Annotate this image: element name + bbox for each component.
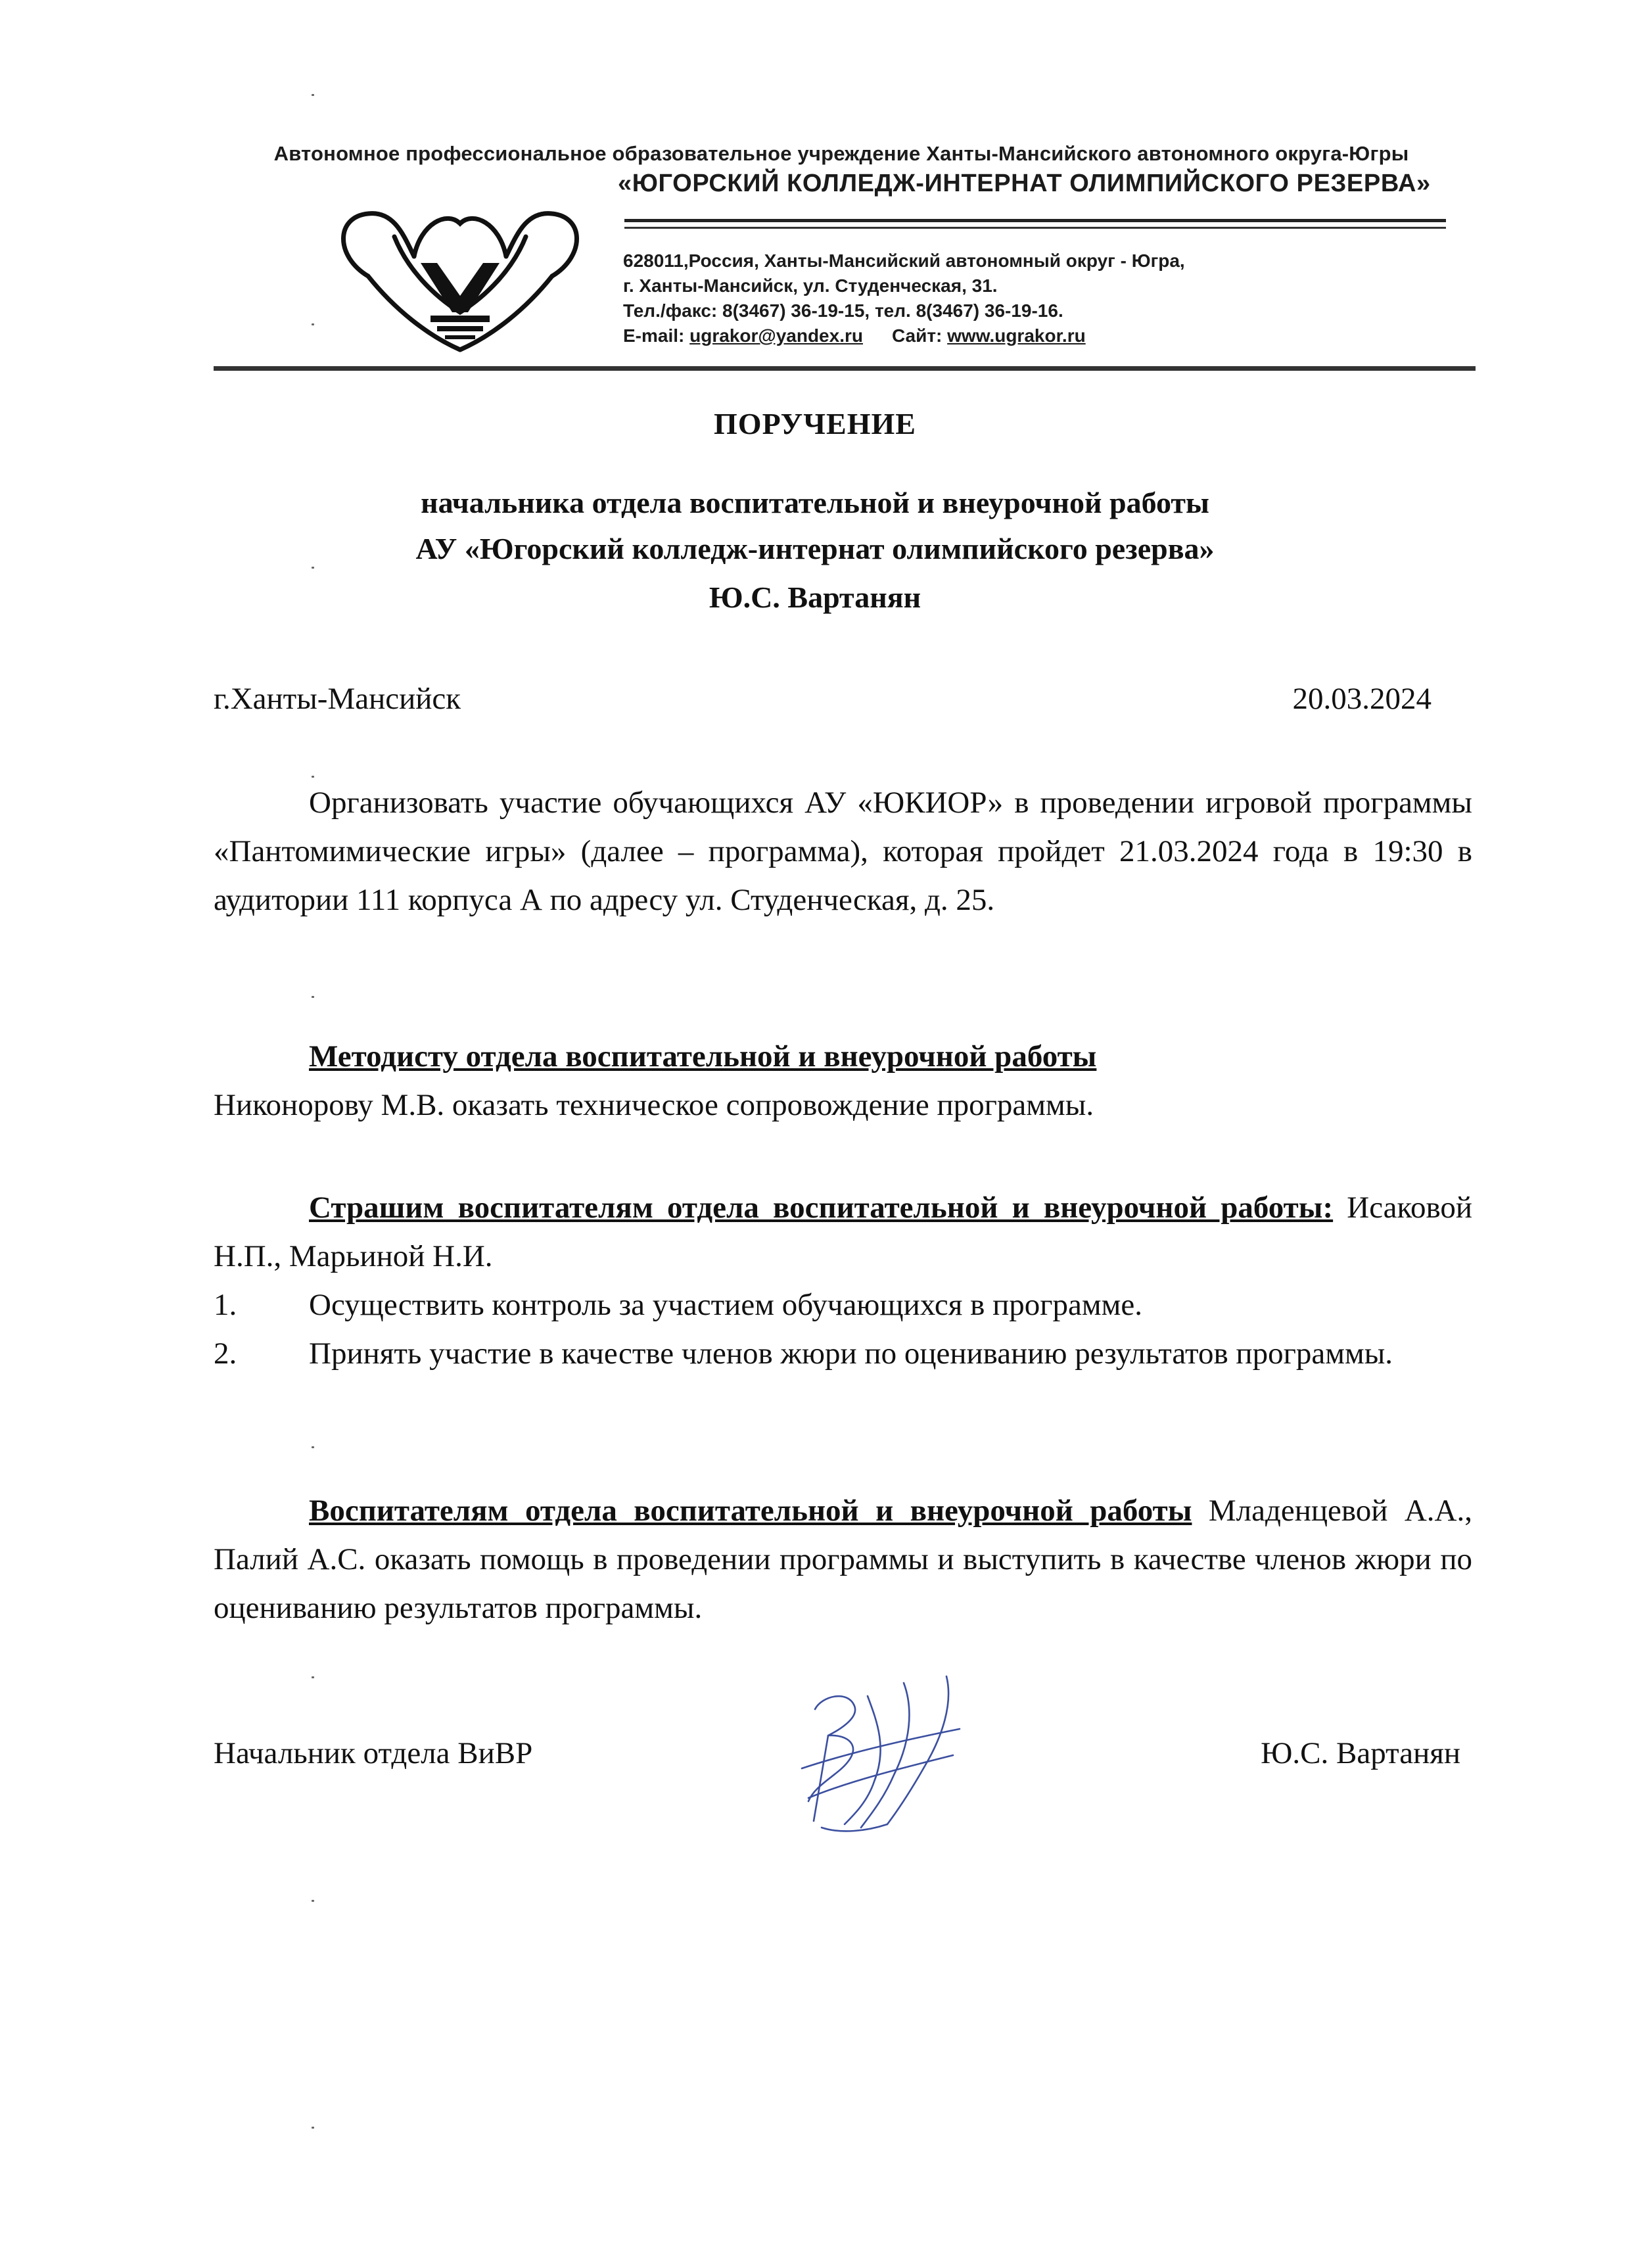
contacts-line (623, 323, 1185, 348)
document-date: 20.03.2024 (1292, 682, 1432, 716)
paragraph-methodist (214, 1032, 1472, 1129)
paragraph-main-text: Организовать участие обучающихся АУ «ЮКИОР» в проведении игровой программы «Пантомимические игры» (далее – программа), которая пройдет 21.03.2024 года в 19:30 в аудитории 111 корпуса А по адресу ул. Студенческая, д. 25. (214, 786, 1472, 917)
college-name: «ЮГОРСКИЙ КОЛЛЕДЖ-ИНТЕРНАТ ОЛИМПИЙСКОГО РЕЗЕРВА» (618, 170, 1431, 197)
methodist-heading: Методисту отдела воспитательной и внеурочной работы (309, 1039, 1097, 1074)
email-label: E-mail: (623, 325, 685, 346)
paragraph-main (214, 778, 1472, 924)
scan-speck (312, 94, 314, 96)
letterhead-divider (214, 366, 1476, 371)
handwritten-signature (789, 1670, 973, 1841)
signatory-position: Начальник отдела ВиВР (214, 1736, 533, 1770)
scan-speck (312, 776, 314, 778)
task-list-item (214, 1329, 1472, 1378)
scan-speck (312, 1676, 314, 1678)
methodist-text: Никонорову М.В. оказать техническое сопровождение программы. (214, 1088, 1094, 1122)
signatory-name: Ю.С. Вартанян (1261, 1736, 1460, 1770)
scan-speck (312, 567, 314, 569)
phone-line: Тел./факс: 8(3467) 36-19-15, тел. 8(3467) 36-19-16. (623, 300, 1063, 321)
task-list-item (214, 1281, 1472, 1329)
site-link[interactable]: www.ugrakor.ru (947, 325, 1086, 346)
issuer-name: Ю.С. Вартанян (709, 580, 921, 614)
organization-name: Автономное профессиональное образовательное учреждение Ханты-Мансийского автономного округа-Югры (273, 142, 1409, 165)
senior-educators-text: Исаковой Н.П., Марьиной Н.И. (214, 1191, 1472, 1273)
college-logo-icon (322, 197, 598, 355)
scan-speck (312, 323, 314, 325)
educators-heading: Воспитателям отдела воспитательной и внеурочной работы (309, 1494, 1192, 1528)
document-place: г.Ханты-Мансийск (214, 682, 461, 716)
address-line-2: г. Ханты-Мансийск, ул. Студенческая, 31. (623, 275, 998, 296)
site-label: Сайт: (891, 325, 943, 346)
educators-text: Младенцевой А.А., Палий А.С. оказать помощь в проведении программы и выступить в качестве членов жюри по оцениванию результатов программы. (214, 1494, 1472, 1625)
list-item-number: 1. (214, 1288, 237, 1322)
header-rule (624, 219, 1446, 222)
scan-speck (312, 2127, 314, 2129)
paragraph-educators (214, 1486, 1472, 1632)
header-rule-thin (624, 227, 1446, 229)
list-item-text: Принять участие в качестве членов жюри по оцениванию результатов программы. (309, 1336, 1393, 1371)
contact-address (623, 248, 1185, 348)
issuer-position: начальника отдела воспитательной и внеурочной работы (421, 486, 1209, 519)
scan-speck (312, 1900, 314, 1902)
list-item-number: 2. (214, 1336, 237, 1371)
senior-educators-heading: Страшим воспитателям отдела воспитательной и внеурочной работы: (309, 1191, 1334, 1225)
address-line-1: 628011,Россия, Ханты-Мансийский автономный округ - Югра, (623, 250, 1185, 271)
scan-speck (312, 996, 314, 998)
scan-speck (312, 1446, 314, 1448)
issuer-organization: АУ «Югорский колледж-интернат олимпийского резерва» (415, 532, 1215, 565)
email-link[interactable]: ugrakor@yandex.ru (689, 325, 863, 346)
list-item-text: Осуществить контроль за участием обучающихся в программе. (309, 1288, 1142, 1322)
paragraph-senior-educators (214, 1183, 1472, 1281)
document-type: ПОРУЧЕНИЕ (714, 407, 916, 440)
